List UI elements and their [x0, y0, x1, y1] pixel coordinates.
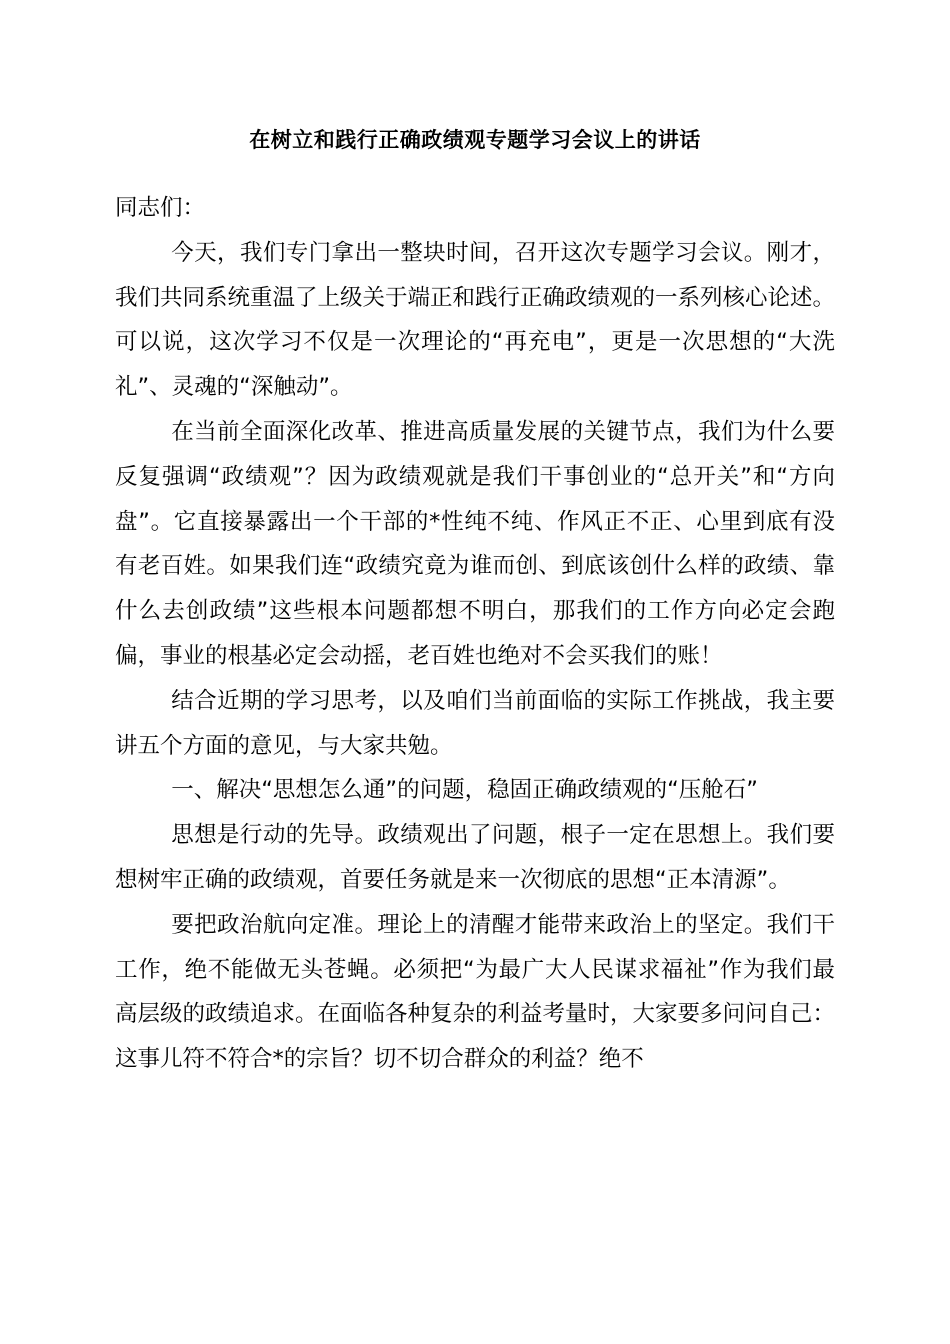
- paragraph-why-political-achievement: 在当前全面深化改革、推进高质量发展的关键节点，我们为什么要反复强调“政绩观”？因为政绩观就是我们干事创业的“总开关”和“方向盘”。它直接暴露出一个干部的*性纯不纯、作风正不正、心里到底有没有老百姓。如果我们连“政绩究竟为谁而创、到底该创什么样的政绩、靠什么去创政绩”这些根本问题都想不明白，那我们的工作方向必定会跑偏，事业的根基必定会动摇，老百姓也绝对不会买我们的账！: [115, 418, 835, 669]
- paragraph-opening: 今天，我们专门拿出一整块时间，召开这次专题学习会议。刚才，我们共同系统重温了上级关于端正和践行正确政绩观的一系列核心论述。可以说，这次学习不仅是一次理论的“再充电”，更是一次思想的“大洗礼”、灵魂的“深触动”。: [115, 239, 836, 401]
- paragraph-five-aspects: 结合近期的学习思考，以及咱们当前面临的实际工作挑战，我主要讲五个方面的意见，与大家共勉。: [115, 687, 835, 759]
- section-heading-one: 一、解决“思想怎么通”的问题，稳固正确政绩观的“压舱石”: [171, 777, 758, 804]
- paragraph-political-direction: 要把政治航向定准。理论上的清醒才能带来政治上的坚定。我们干工作，绝不能做无头苍蝇。必须把“为最广大人民谋求福祉”作为我们最高层级的政绩追求。在面临各种复杂的利益考量时，大家要多问问自己：这事儿符不符合*的宗旨？切不切合群众的利益？绝不: [115, 911, 836, 1073]
- salutation: 同志们：: [115, 195, 206, 221]
- paragraph-thought-guidance: 思想是行动的先导。政绩观出了问题，根子一定在思想上。我们要想树牢正确的政绩观，首要任务就是来一次彻底的思想“正本清源”。: [115, 822, 835, 893]
- document-body: [115, 186, 835, 1082]
- document-title: 在树立和践行正确政绩观专题学习会议上的讲话: [249, 128, 701, 152]
